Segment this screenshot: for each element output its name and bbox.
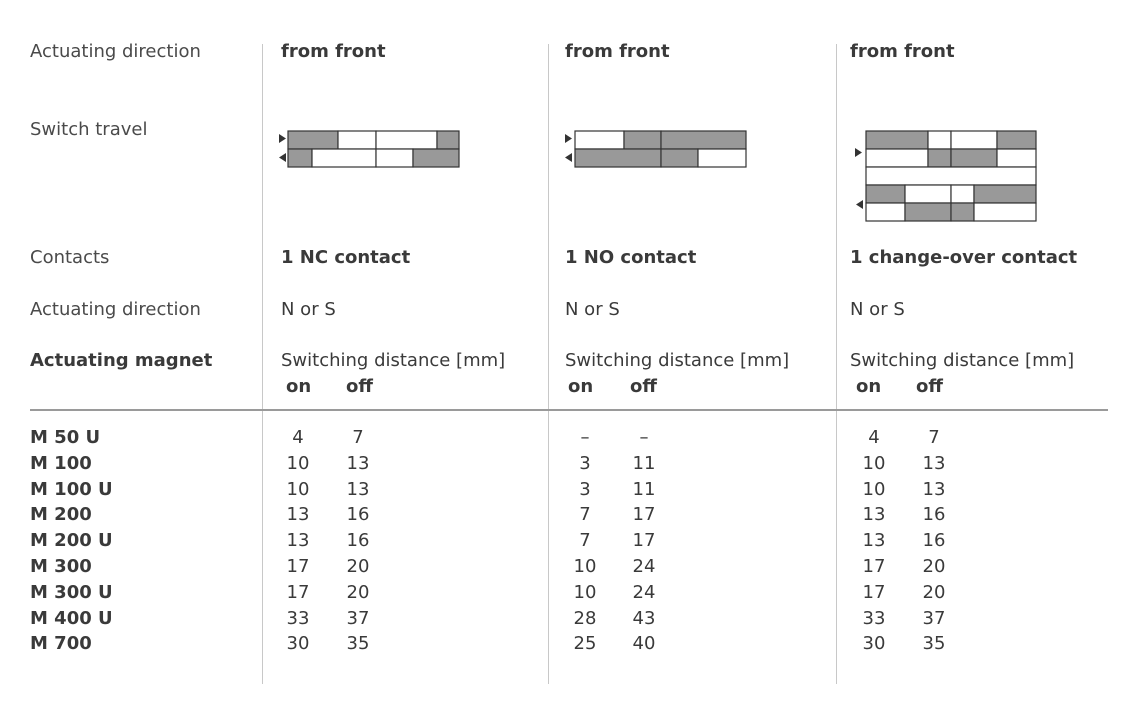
magnet-name: M 700 bbox=[30, 633, 92, 655]
switch-off-distance: – bbox=[639, 427, 649, 448]
travel-segment-closed bbox=[928, 149, 951, 167]
travel-segment-open bbox=[575, 131, 624, 149]
col2-distance-header: Switching distance [mm] bbox=[565, 350, 790, 371]
col3-direction: from front bbox=[850, 41, 955, 62]
switch-on-distance: 13 bbox=[286, 530, 310, 552]
travel-segment-closed bbox=[951, 203, 974, 221]
switch-travel-no-diagram bbox=[563, 130, 749, 170]
col1-polarity: N or S bbox=[281, 299, 336, 320]
switch-on-distance: 13 bbox=[862, 530, 886, 552]
travel-segment-closed bbox=[951, 149, 997, 167]
travel-segment-open bbox=[928, 131, 951, 149]
switch-off-distance: 24 bbox=[632, 581, 656, 603]
switch-on-distance: – bbox=[580, 427, 590, 448]
switch-off-distance: 35 bbox=[922, 633, 946, 655]
col2-polarity: N or S bbox=[565, 299, 620, 320]
magnet-name: M 100 U bbox=[30, 478, 113, 500]
arrow-left-icon bbox=[279, 153, 286, 162]
switch-on-distance: 17 bbox=[286, 581, 310, 603]
travel-segment-open bbox=[338, 131, 376, 149]
arrow-right-icon bbox=[565, 134, 572, 143]
switch-off-distance: 16 bbox=[922, 504, 946, 526]
switch-on-distance: 7 bbox=[579, 530, 591, 552]
switch-on-distance: 13 bbox=[862, 504, 886, 526]
arrow-right-icon bbox=[279, 134, 286, 143]
switch-off-distance: 13 bbox=[346, 478, 370, 500]
arrow-left-icon bbox=[856, 200, 863, 209]
switch-off-distance: 7 bbox=[352, 427, 364, 448]
travel-segment-closed bbox=[624, 131, 661, 149]
switch-on-distance: 4 bbox=[868, 427, 880, 448]
travel-segment-closed bbox=[661, 131, 746, 149]
switch-on-distance: 3 bbox=[579, 452, 591, 474]
column-divider bbox=[262, 44, 263, 684]
switch-off-distance: 37 bbox=[346, 607, 370, 629]
travel-segment-open bbox=[905, 185, 951, 203]
switch-on-distance: 13 bbox=[286, 504, 310, 526]
switch-off-distance: 11 bbox=[632, 478, 656, 500]
switch-off-distance: 20 bbox=[922, 581, 946, 603]
travel-segment-closed bbox=[997, 131, 1036, 149]
travel-segment-open bbox=[951, 131, 997, 149]
travel-segment-closed bbox=[288, 131, 338, 149]
label-actuating-direction: Actuating direction bbox=[30, 41, 201, 62]
magnet-name: M 300 U bbox=[30, 581, 113, 603]
arrow-left-icon bbox=[565, 153, 572, 162]
switch-on-distance: 28 bbox=[573, 607, 597, 629]
col1-on-label: on bbox=[286, 376, 312, 397]
switch-off-distance: 17 bbox=[632, 504, 656, 526]
col3-contact: 1 change-over contact bbox=[850, 247, 1078, 268]
switch-off-distance: 17 bbox=[632, 530, 656, 552]
col2-on-label: on bbox=[568, 376, 594, 397]
travel-segment-closed bbox=[866, 131, 928, 149]
switch-on-distance: 17 bbox=[286, 556, 310, 577]
switch-off-distance: 16 bbox=[346, 530, 370, 552]
travel-segment-open bbox=[376, 149, 413, 167]
switch-off-distance: 11 bbox=[632, 452, 656, 474]
col3-off-label: off bbox=[916, 376, 943, 397]
travel-segment-open bbox=[376, 131, 437, 149]
switch-off-distance: 20 bbox=[346, 581, 370, 603]
switch-off-distance: 35 bbox=[346, 633, 370, 655]
switch-travel-changeover-diagram bbox=[852, 130, 1042, 225]
travel-segment-open bbox=[312, 149, 376, 167]
travel-segment-open bbox=[866, 167, 1036, 185]
switch-off-distance: 37 bbox=[922, 607, 946, 629]
travel-segment-closed bbox=[661, 149, 698, 167]
col3-polarity: N or S bbox=[850, 299, 905, 320]
magnet-name: M 50 U bbox=[30, 427, 101, 448]
column-divider bbox=[836, 44, 837, 684]
col1-off-label: off bbox=[346, 376, 373, 397]
switch-on-distance: 3 bbox=[579, 478, 591, 500]
col3-distance-header: Switching distance [mm] bbox=[850, 350, 1075, 371]
magnet-name: M 200 bbox=[30, 504, 92, 526]
magnet-name: M 400 U bbox=[30, 607, 113, 629]
switch-on-distance: 10 bbox=[862, 452, 886, 474]
travel-segment-closed bbox=[413, 149, 459, 167]
switch-on-distance: 4 bbox=[292, 427, 304, 448]
travel-segment-closed bbox=[437, 131, 459, 149]
switch-off-distance: 16 bbox=[346, 504, 370, 526]
column-divider bbox=[548, 44, 549, 684]
arrow-right-icon bbox=[855, 148, 862, 157]
switch-on-distance: 10 bbox=[286, 478, 310, 500]
col2-direction: from front bbox=[565, 41, 670, 62]
col2-off-label: off bbox=[630, 376, 657, 397]
switch-on-distance: 33 bbox=[286, 607, 310, 629]
switch-off-distance: 13 bbox=[922, 452, 946, 474]
travel-segment-open bbox=[951, 185, 974, 203]
label-contacts: Contacts bbox=[30, 247, 110, 268]
travel-segment-open bbox=[698, 149, 746, 167]
magnet-name: M 100 bbox=[30, 452, 92, 474]
magnet-name: M 200 U bbox=[30, 530, 113, 552]
switch-off-distance: 20 bbox=[922, 556, 946, 577]
label-switch-travel: Switch travel bbox=[30, 119, 148, 140]
magnet-name: M 300 bbox=[30, 556, 92, 577]
switch-off-distance: 13 bbox=[346, 452, 370, 474]
travel-segment-open bbox=[866, 203, 905, 221]
label-actuating-magnet: Actuating magnet bbox=[30, 350, 213, 371]
travel-segment-open bbox=[866, 149, 928, 167]
switch-off-distance: 24 bbox=[632, 556, 656, 577]
switch-off-distance: 13 bbox=[922, 478, 946, 500]
switch-on-distance: 7 bbox=[579, 504, 591, 526]
col1-contact: 1 NC contact bbox=[281, 247, 411, 268]
switch-on-distance: 17 bbox=[862, 581, 886, 603]
switch-on-distance: 33 bbox=[862, 607, 886, 629]
switch-on-distance: 30 bbox=[862, 633, 886, 655]
col3-on-label: on bbox=[856, 376, 882, 397]
travel-segment-closed bbox=[288, 149, 312, 167]
switch-on-distance: 10 bbox=[573, 556, 597, 577]
switch-off-distance: 16 bbox=[922, 530, 946, 552]
switch-off-distance: 40 bbox=[632, 633, 656, 655]
travel-segment-open bbox=[974, 203, 1036, 221]
col1-direction: from front bbox=[281, 41, 386, 62]
switch-off-distance: 43 bbox=[632, 607, 656, 629]
switch-travel-nc-diagram bbox=[277, 130, 463, 170]
label-actuating-direction-2: Actuating direction bbox=[30, 299, 201, 320]
header-divider bbox=[30, 409, 1108, 411]
travel-segment-open bbox=[997, 149, 1036, 167]
switch-on-distance: 25 bbox=[573, 633, 597, 655]
col2-contact: 1 NO contact bbox=[565, 247, 697, 268]
switch-on-distance: 17 bbox=[862, 556, 886, 577]
switch-on-distance: 10 bbox=[862, 478, 886, 500]
travel-segment-closed bbox=[905, 203, 951, 221]
switch-on-distance: 30 bbox=[286, 633, 310, 655]
switch-on-distance: 10 bbox=[286, 452, 310, 474]
switch-off-distance: 20 bbox=[346, 556, 370, 577]
switch-off-distance: 7 bbox=[928, 427, 940, 448]
switch-on-distance: 10 bbox=[573, 581, 597, 603]
travel-segment-closed bbox=[866, 185, 905, 203]
col1-distance-header: Switching distance [mm] bbox=[281, 350, 506, 371]
travel-segment-closed bbox=[974, 185, 1036, 203]
travel-segment-closed bbox=[575, 149, 661, 167]
